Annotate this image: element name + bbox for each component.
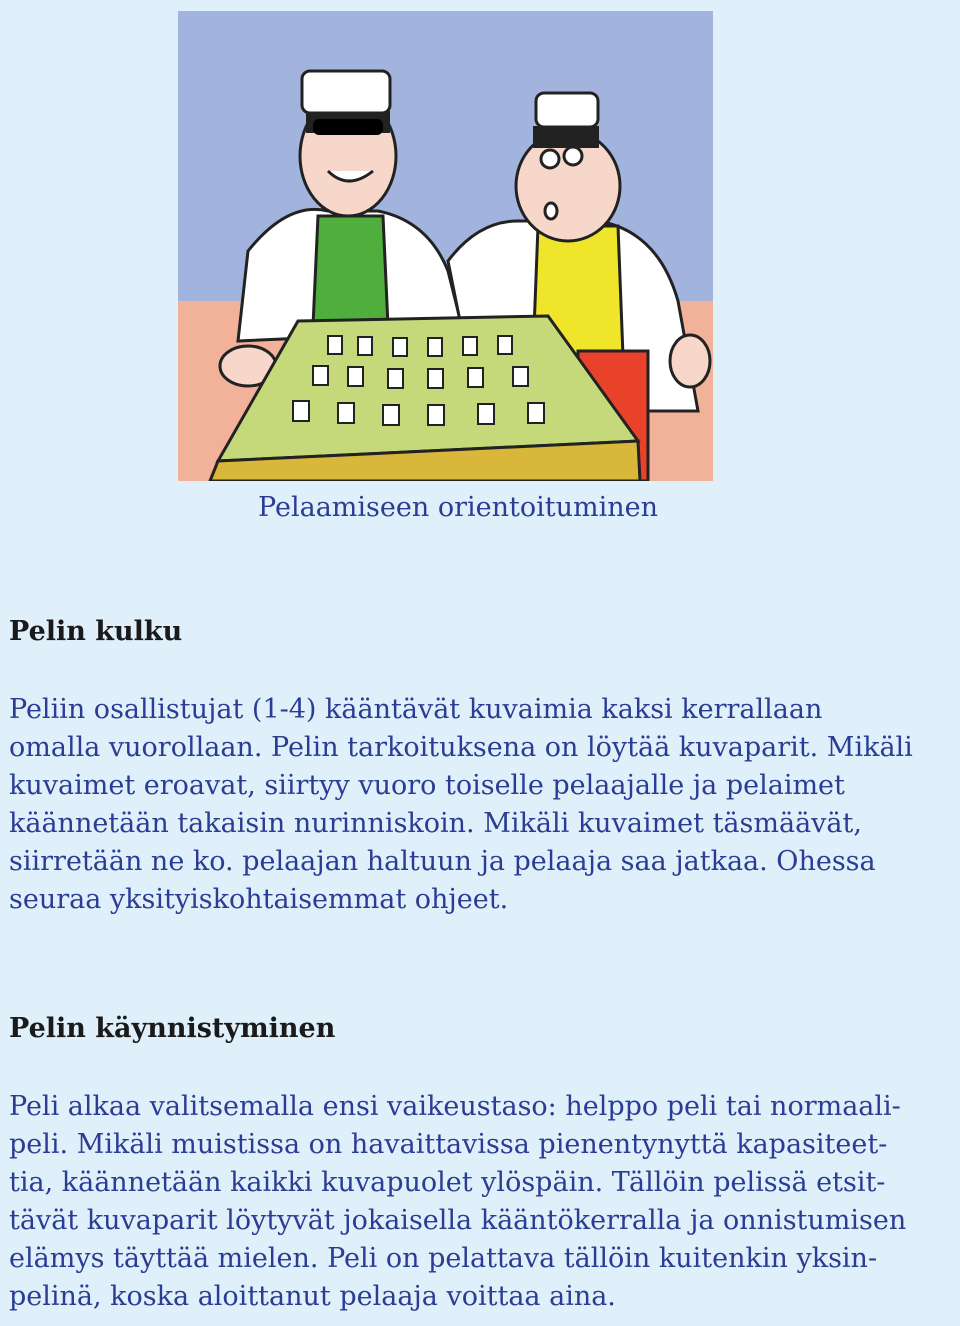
- paragraph-line: Peli alkaa valitsemalla ensi vaikeustaso: helppo peli tai normaali-: [9, 1091, 901, 1122]
- section-paragraph-pelin-kaynnistyminen: [9, 1088, 906, 1316]
- cartoon-illustration: [178, 11, 713, 481]
- two-men-with-memory-game-board-illustration: [178, 11, 713, 481]
- paragraph-line: peli. Mikäli muistissa on havaittavissa pienentynyttä kapasiteet-: [9, 1129, 888, 1160]
- paragraph-line: pelinä, koska aloittanut pelaaja voittaa aina.: [9, 1281, 616, 1312]
- paragraph-line: siirretään ne ko. pelaajan haltuun ja pelaaja saa jatkaa. Ohessa: [9, 846, 876, 877]
- section-heading-pelin-kulku: Pelin kulku: [9, 616, 183, 647]
- paragraph-line: kuvaimet eroavat, siirtyy vuoro toiselle pelaajalle ja pelaimet: [9, 770, 845, 801]
- paragraph-line: omalla vuorollaan. Pelin tarkoituksena on löytää kuvaparit. Mikäli: [9, 732, 913, 763]
- paragraph-line: Peliin osallistujat (1-4) kääntävät kuvaimia kaksi kerrallaan: [9, 694, 823, 725]
- paragraph-line: käännetään takaisin nurinniskoin. Mikäli kuvaimet täsmäävät,: [9, 808, 862, 839]
- paragraph-line: tävät kuvaparit löytyvät jokaisella kääntökerralla ja onnistumisen: [9, 1205, 907, 1236]
- paragraph-line: elämys täyttää mielen. Peli on pelattava tällöin kuitenkin yksin-: [9, 1243, 878, 1274]
- paragraph-line: seuraa yksityiskohtaisemmat ohjeet.: [9, 884, 509, 915]
- section-paragraph-pelin-kulku: [9, 691, 913, 919]
- paragraph-line: tia, käännetään kaikki kuvapuolet ylöspäin. Tällöin pelissä etsit-: [9, 1167, 886, 1198]
- section-heading-pelin-kaynnistyminen: Pelin käynnistyminen: [9, 1013, 336, 1044]
- illustration-caption: Pelaamiseen orientoituminen: [258, 492, 658, 523]
